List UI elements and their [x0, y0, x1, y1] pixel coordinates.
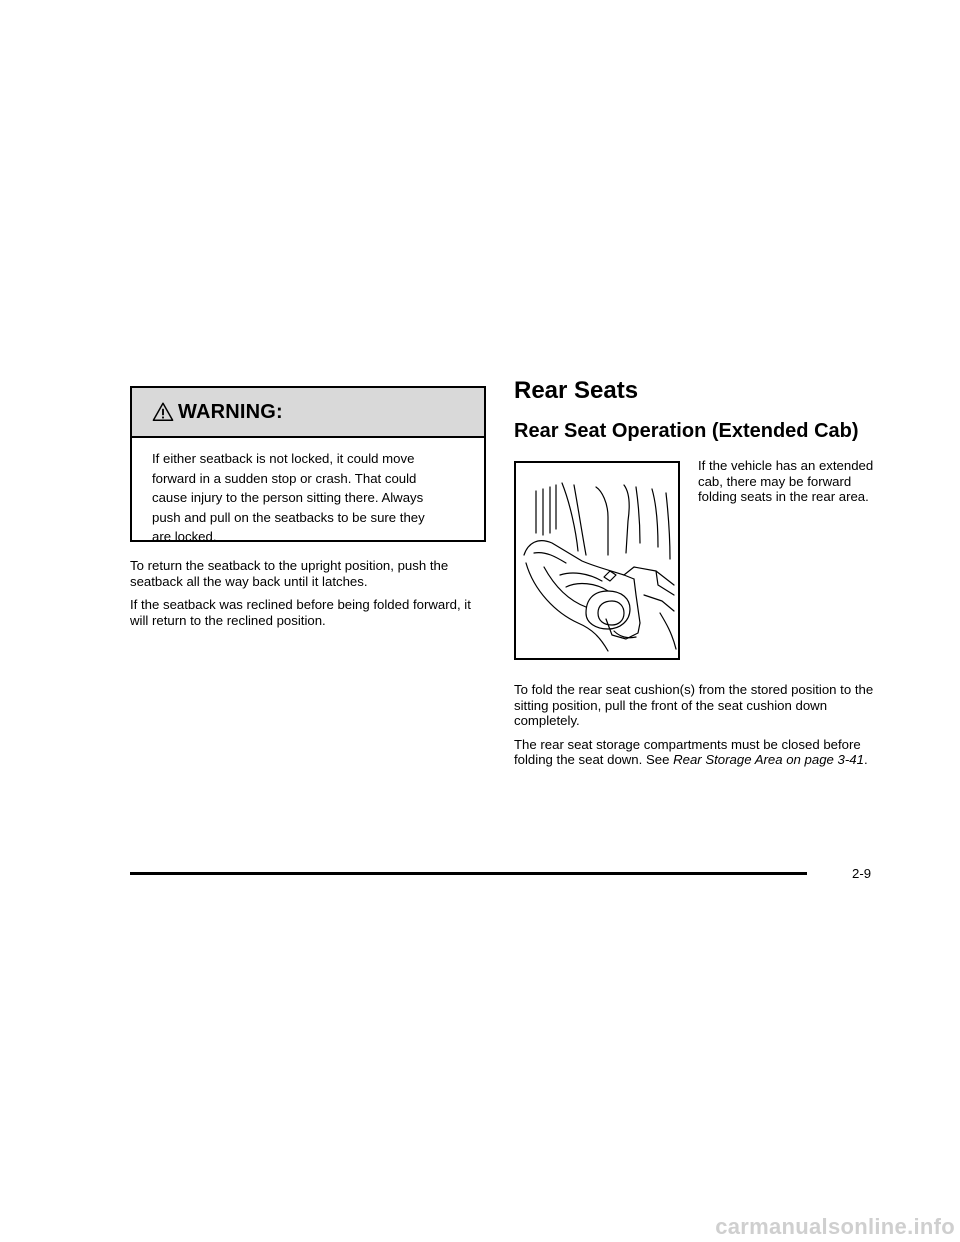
- paragraph-return-seatback: To return the seatback to the upright position, push the seatback all the way back until it latches.: [130, 558, 449, 589]
- warning-line: If either seatback is not locked, it could move: [152, 451, 415, 466]
- storage-text-end: .: [863, 752, 868, 768]
- warning-line: forward in a sudden stop or crash. That could: [152, 470, 417, 486]
- warning-triangle-icon: [152, 401, 174, 423]
- warning-header: [132, 388, 484, 438]
- paragraph-reclined-seatback: If the seatback was reclined before being folded forward, it will return to the reclined position.: [130, 597, 471, 628]
- paragraph-fold-cushion: To fold the rear seat cushion(s) from the stored position to the sitting position, pull the front of the seat cushion down completely.: [514, 682, 874, 729]
- warning-title: WARNING:: [178, 400, 283, 423]
- rear-seat-drawing: [516, 463, 678, 658]
- footer-rule: [130, 872, 807, 875]
- page-number: 2-9: [852, 866, 872, 881]
- warning-box: [130, 386, 486, 545]
- rear-seat-illustration: [514, 461, 680, 660]
- warning-line: are locked.: [152, 529, 217, 545]
- storage-text: The rear seat storage compartments must be closed before folding the seat down. See: [514, 736, 861, 768]
- rear-storage-area-link[interactable]: Rear Storage Area on page 3-41: [673, 752, 864, 768]
- paragraph-storage-compartments: [514, 737, 880, 768]
- warning-body: [132, 438, 484, 547]
- watermark-text: carmanualsonline.info: [715, 1214, 955, 1239]
- right-column-text: [514, 682, 880, 776]
- left-column-text: [130, 558, 490, 636]
- section-title: Rear Seats: [514, 377, 639, 404]
- warning-line: cause injury to the person sitting there. Always: [152, 490, 424, 506]
- warning-line: push and pull on the seatbacks to be sure they: [152, 509, 425, 525]
- subsection-title: Rear Seat Operation (Extended Cab): [514, 420, 859, 442]
- extended-cab-description: If the vehicle has an extended cab, there may be forward folding seats in the rear area.: [698, 458, 874, 505]
